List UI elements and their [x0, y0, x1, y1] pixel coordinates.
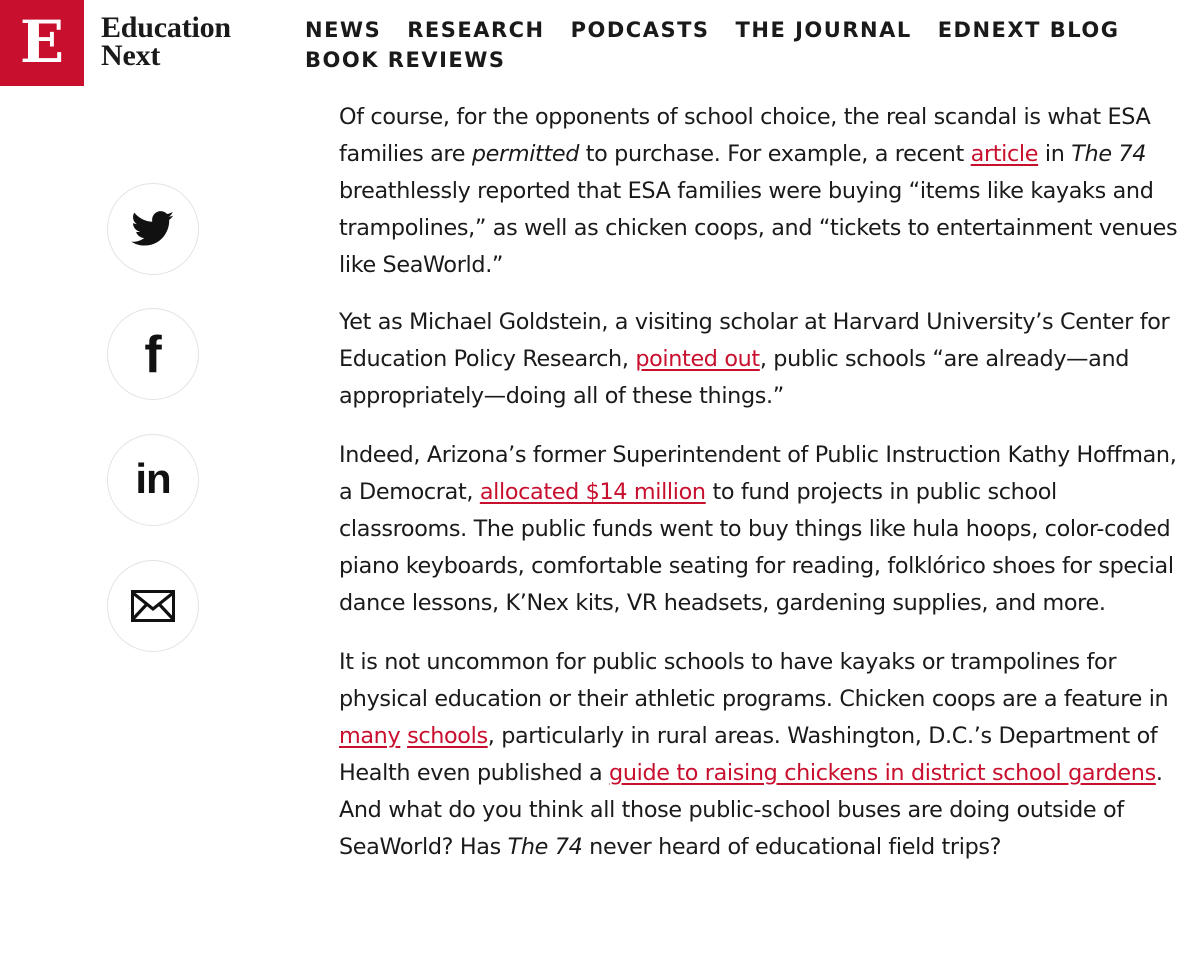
link-pointed-out[interactable]: pointed out: [635, 346, 760, 372]
text-run: Yet as Michael Goldstein, a visiting scholar at Harvard University’s Center for Education Policy Research,: [339, 309, 1170, 372]
link-schools[interactable]: schools: [407, 723, 488, 749]
main-nav: [305, 15, 1125, 75]
article-paragraph-4: [339, 644, 1184, 866]
logo-wordmark-line2: Next: [101, 39, 161, 72]
nav-ednext-blog[interactable]: EDNEXT BLOG: [937, 18, 1120, 42]
emphasis: The 74: [507, 834, 583, 860]
text-run: . And what do you think all those public-school buses are doing outside of SeaWorld? Has: [339, 760, 1163, 860]
twitter-icon: [131, 211, 175, 247]
article-paragraph-3: [339, 437, 1184, 622]
text-run: Indeed, Arizona’s former Superintendent of Public Instruction Kathy Hoffman, a Democrat,: [339, 442, 1177, 505]
article-paragraph-2: [339, 304, 1184, 415]
nav-book-reviews[interactable]: BOOK REVIEWS: [305, 48, 506, 72]
text-run: , particularly in rural areas. Washington, D.C.’s Department of Health even published a: [339, 723, 1158, 786]
logo-wordmark-line1: Education: [101, 11, 231, 44]
facebook-icon: f: [144, 326, 162, 384]
share-email-button[interactable]: [107, 560, 199, 652]
text-run: It is not uncommon for public schools to have kayaks or trampolines for physical education or their athletic programs. Chicken coops are a feature in: [339, 649, 1169, 712]
share-facebook-button[interactable]: [107, 308, 199, 400]
text-run: to purchase. For example, a recent: [579, 141, 971, 167]
link-article[interactable]: article: [970, 141, 1039, 167]
article-body: [339, 99, 1184, 886]
text-run: breathlessly reported that ESA families were buying “items like kayaks and trampolines,” as well as chicken coops, and “tickets to entertainment venues like SeaWorld.”: [339, 178, 1178, 278]
emphasis: permitted: [471, 141, 580, 167]
nav-podcasts[interactable]: PODCASTS: [570, 18, 710, 42]
main-nav-row-2: [305, 45, 1125, 75]
logo-wordmark[interactable]: [101, 11, 231, 72]
text-run: in: [1038, 141, 1072, 167]
emphasis: The 74: [1071, 141, 1147, 167]
linkedin-icon: in: [135, 454, 171, 502]
logo-mark[interactable]: [0, 0, 84, 86]
main-nav-row-1: [305, 15, 1125, 45]
text-run: never heard of educational field trips?: [582, 834, 1002, 860]
site-header: [0, 0, 1200, 88]
share-twitter-button[interactable]: [107, 183, 199, 275]
text-run: Of course, for the opponents of school choice, the real scandal is what ESA families are: [339, 104, 1151, 167]
nav-research[interactable]: RESEARCH: [407, 18, 545, 42]
article-paragraph-1: [339, 99, 1184, 284]
email-icon: [131, 590, 175, 622]
share-linkedin-button[interactable]: [107, 434, 199, 526]
link-many[interactable]: many: [339, 723, 401, 749]
nav-the-journal[interactable]: THE JOURNAL: [735, 18, 912, 42]
text-run: , public schools “are already—and appropriately—doing all of these things.”: [339, 346, 1130, 409]
nav-news[interactable]: NEWS: [305, 18, 382, 42]
link-guide-raising-chickens[interactable]: guide to raising chickens in district school gardens: [609, 760, 1156, 786]
link-allocated-14-million[interactable]: allocated $14 million: [479, 479, 706, 505]
logo-letter: E: [19, 8, 65, 76]
text-run: to fund projects in public school classrooms. The public funds went to buy things like hula hoops, color-coded piano keyboards, comfortable seating for reading, folklórico shoes for special dance lessons, K’Nex kits, VR headsets, gardening supplies, and more.: [339, 479, 1174, 616]
